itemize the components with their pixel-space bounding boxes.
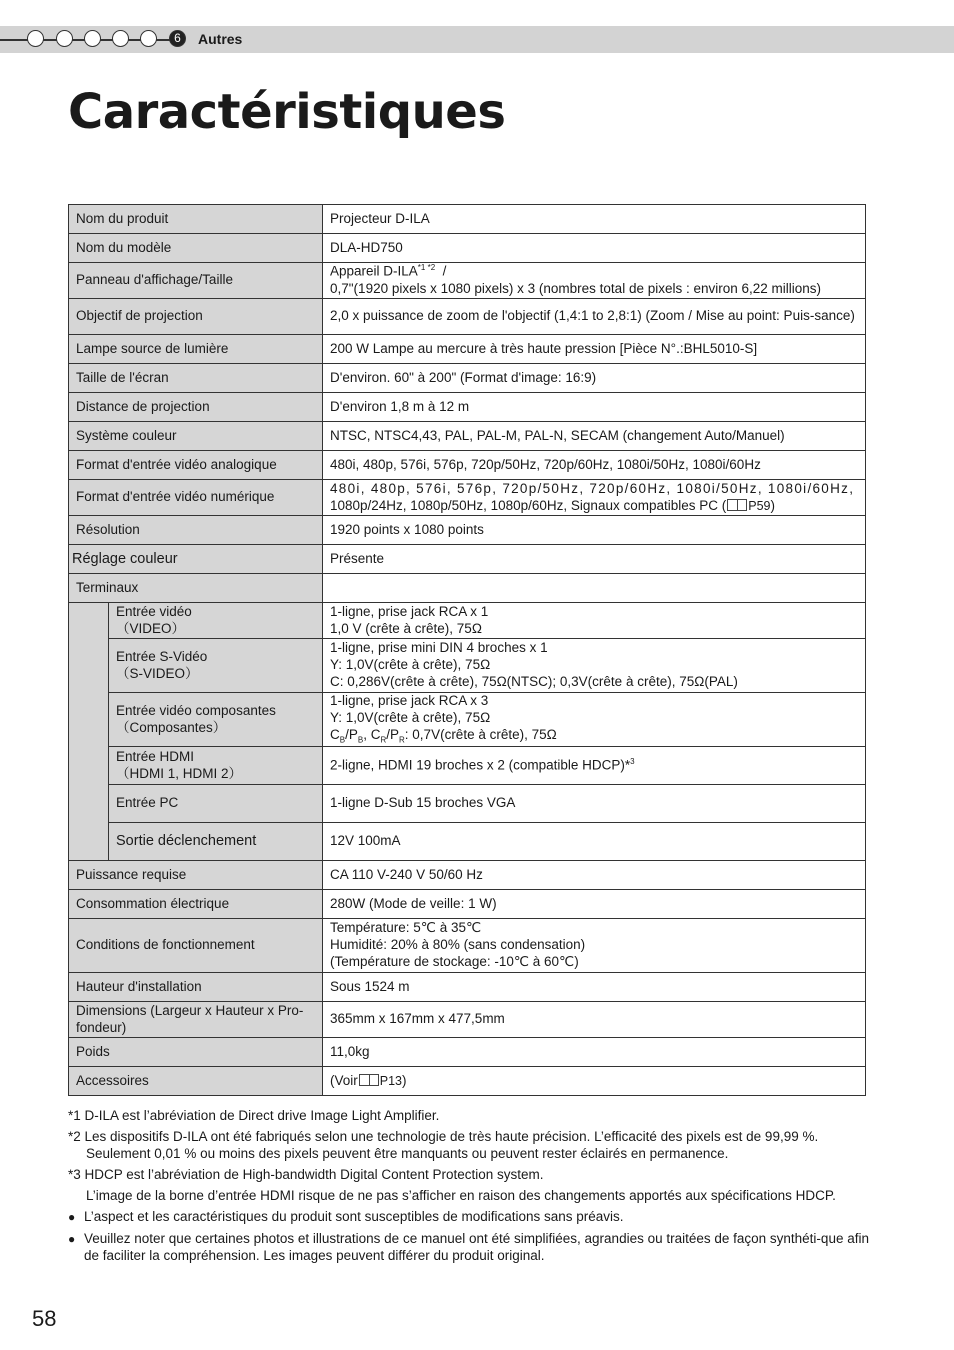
spec-label: Panneau d'affichage/Taille — [69, 263, 323, 299]
chapter-4-indicator — [112, 30, 129, 47]
subscript-r: R — [380, 735, 387, 745]
table-row — [69, 480, 866, 516]
spec-value — [323, 693, 866, 747]
panel-slash: / — [442, 263, 447, 279]
bullet-note-1: ● L’aspect et les caractéristiques du produit sont susceptibles de modifications sans préavis. — [68, 1209, 873, 1226]
indent-cell — [69, 823, 109, 861]
value-line3: (Température de stockage: -10℃ à 60℃) — [330, 953, 579, 969]
spec-value: 365mm x 167mm x 477,5mm — [323, 1002, 866, 1038]
spec-value — [323, 263, 866, 299]
label-line2: （S-VIDEO） — [116, 665, 199, 681]
spec-label: Poids — [69, 1038, 323, 1067]
spec-label — [109, 693, 323, 747]
value-c: C — [330, 727, 340, 743]
spec-value: 1920 points x 1080 points — [323, 516, 866, 545]
table-row — [69, 205, 866, 234]
value-line2: Humidité: 20% à 80% (sans condensation) — [330, 937, 586, 953]
spec-label: Dimensions (Largeur x Hauteur x Pro-fondeur) — [69, 1002, 323, 1038]
spec-value — [323, 603, 866, 639]
footnote-ref: *1 *2 — [417, 263, 436, 273]
spec-table — [68, 204, 866, 1096]
label-line1: Entrée vidéo composantes — [116, 702, 276, 718]
table-row — [69, 919, 866, 973]
table-row — [69, 234, 866, 263]
chapter-6-indicator: 6 — [169, 30, 186, 47]
spec-label: Objectif de projection — [69, 299, 323, 335]
spec-label: Système couleur — [69, 422, 323, 451]
spec-value: 1-ligne D-Sub 15 broches VGA — [323, 785, 866, 823]
value-line2: Y: 1,0V(crête à crête), 75Ω — [330, 657, 491, 673]
spec-label: Puissance requise — [69, 861, 323, 890]
chapter-1-indicator — [27, 30, 44, 47]
spec-value: D'environ. 60" à 200" (Format d'image: 16:9) — [323, 364, 866, 393]
table-row — [69, 861, 866, 890]
digital-format-line1: 480i, 480p, 576i, 576p, 720p/50Hz, 720p/60Hz, 1080i/50Hz, 1080i/60Hz, — [330, 480, 855, 496]
footnote-2-line2: Seulement 0,01 % ou moins des pixels peuvent être manquants ou peuvent rester éclairés en permanence. — [86, 1145, 729, 1161]
label-line2: （VIDEO） — [116, 620, 186, 636]
indent-cell — [69, 747, 109, 785]
footnote-2-line1: *2 Les dispositifs D-ILA ont été fabriqués selon une technologie de très haute précision. L’efficacité des pixels est de 99,99 %. — [68, 1128, 819, 1144]
bullet-note-2: ● Veuillez noter que certaines photos et illustrations de ce manuel ont été simplifiées, agrandies ou traitées de façon synthéti-que afin de faciliter la compréhension. Les images peuvent différer du produit original. — [68, 1231, 873, 1265]
label-line1: Entrée S-Vidéo — [116, 648, 208, 664]
spec-label: Entrée PC — [109, 785, 323, 823]
spec-label — [109, 747, 323, 785]
paren-close: ) — [402, 1072, 407, 1088]
paren-close: ) — [770, 497, 775, 513]
subscript-r: R — [399, 735, 405, 745]
subscript-b: B — [339, 735, 346, 745]
table-row — [69, 1038, 866, 1067]
table-row — [69, 747, 866, 785]
spec-label: Accessoires — [69, 1067, 323, 1096]
value-comma-c: , C — [363, 727, 381, 743]
page-number: 58 — [32, 1306, 57, 1331]
spec-value: 480i, 480p, 576i, 576p, 720p/50Hz, 720p/60Hz, 1080i/50Hz, 1080i/60Hz — [323, 451, 866, 480]
spec-label: Distance de projection — [69, 393, 323, 422]
spec-label: Sortie déclenchement — [109, 823, 323, 861]
spec-label: Nom du modèle — [69, 234, 323, 263]
spec-label: Consommation électrique — [69, 890, 323, 919]
spec-label: Format d'entrée vidéo analogique — [69, 451, 323, 480]
spec-label — [109, 603, 323, 639]
label-line2: （Composantes） — [116, 719, 227, 735]
table-row — [69, 299, 866, 335]
value-line1: Température: 5℃ à 35℃ — [330, 920, 482, 936]
page-ref: P13 — [379, 1073, 403, 1088]
table-row — [69, 422, 866, 451]
spec-label — [109, 639, 323, 693]
table-row — [69, 693, 866, 747]
accessories-open: (Voir — [330, 1072, 358, 1088]
table-row — [69, 1067, 866, 1096]
spec-value: DLA-HD750 — [323, 234, 866, 263]
spec-value: 12V 100mA — [323, 823, 866, 861]
page-title: Caractéristiques — [68, 84, 506, 140]
footnote-3: *3 HDCP est l’abréviation de High-bandwidth Digital Content Protection system. — [68, 1166, 544, 1182]
chapter-3-indicator — [84, 30, 101, 47]
spec-value: CA 110 V-240 V 50/60 Hz — [323, 861, 866, 890]
value-line3-end: : 0,7V(crête à crête), 75Ω — [404, 727, 557, 743]
value-line1: 1-ligne, prise jack RCA x 1 — [330, 603, 489, 619]
table-row — [69, 890, 866, 919]
label-line2: （HDMI 1, HDMI 2） — [116, 765, 243, 781]
digital-format-line2: 1080p/24Hz, 1080p/50Hz, 1080p/60Hz, Signaux compatibles PC ( — [330, 497, 727, 513]
spec-value: NTSC, NTSC4,43, PAL, PAL-M, PAL-N, SECAM (changement Auto/Manuel) — [323, 422, 866, 451]
table-row — [69, 393, 866, 422]
table-row — [69, 364, 866, 393]
value-line1: 1-ligne, prise jack RCA x 3 — [330, 693, 489, 709]
footnote-3-extra: L’image de la borne d’entrée HDMI risque de ne pas s’afficher en raison des changements apportés aux spécifications HDCP. — [86, 1187, 836, 1203]
spec-value — [323, 919, 866, 973]
spec-value — [323, 747, 866, 785]
spec-value: D'environ 1,8 m à 12 m — [323, 393, 866, 422]
table-row — [69, 603, 866, 639]
indent-cell — [69, 603, 109, 639]
spec-value: 280W (Mode de veille: 1 W) — [323, 890, 866, 919]
book-reference-icon — [727, 499, 747, 511]
page-ref: P59 — [748, 498, 771, 513]
label-line1: Entrée vidéo — [116, 603, 192, 619]
value-line2: 1,0 V (crête à crête), 75Ω — [330, 620, 482, 636]
hdmi-value: 2-ligne, HDMI 19 broches x 2 (compatible HDCP)* — [330, 757, 631, 773]
indent-cell — [69, 785, 109, 823]
spec-label: Résolution — [69, 516, 323, 545]
spec-label: Hauteur d'installation — [69, 973, 323, 1002]
spec-value — [323, 574, 866, 603]
spec-label: Terminaux — [69, 574, 323, 603]
table-row — [69, 451, 866, 480]
spec-label: Conditions de fonctionnement — [69, 919, 323, 973]
label-line1: Entrée HDMI — [116, 748, 195, 764]
spec-label: Format d'entrée vidéo numérique — [69, 480, 323, 516]
book-reference-icon — [359, 1074, 379, 1086]
table-row — [69, 263, 866, 299]
spec-value — [323, 480, 866, 516]
table-row — [69, 545, 866, 574]
spec-label: Réglage couleur — [69, 545, 323, 574]
chapter-5-indicator — [140, 30, 157, 47]
panel-value-line2: 0,7"(1920 pixels x 1080 pixels) x 3 (nombres total de pixels : environ 6,22 millions) — [330, 280, 822, 296]
footnote-2 — [68, 1129, 873, 1163]
table-row — [69, 1002, 866, 1038]
chapter-2-indicator — [56, 30, 73, 47]
value-line1: 1-ligne, prise mini DIN 4 broches x 1 — [330, 640, 548, 656]
spec-value — [323, 1067, 866, 1096]
chapter-bar — [0, 26, 954, 53]
panel-value-line1: Appareil D-ILA — [330, 263, 418, 279]
spec-value: Présente — [323, 545, 866, 574]
table-row — [69, 335, 866, 364]
table-row — [69, 516, 866, 545]
indent-cell — [69, 693, 109, 747]
footnote-ref: 3 — [630, 756, 635, 766]
footnotes — [68, 1108, 873, 1270]
spec-value: Projecteur D-ILA — [323, 205, 866, 234]
table-row — [69, 574, 866, 603]
value-line3: C: 0,286V(crête à crête), 75Ω(NTSC); 0,3V(crête à crête), 75Ω(PAL) — [330, 673, 738, 689]
spec-label: Lampe source de lumière — [69, 335, 323, 364]
table-row — [69, 973, 866, 1002]
value-slash-p: /P — [345, 727, 358, 743]
value-slash-p: /P — [386, 727, 400, 743]
spec-value: 2,0 x puissance de zoom de l'objectif (1,4:1 to 2,8:1) (Zoom / Mise au point: Puis-sance) — [323, 299, 866, 335]
spec-value: 200 W Lampe au mercure à très haute pression [Pièce N°.:BHL5010-S] — [323, 335, 866, 364]
spec-label: Taille de l'écran — [69, 364, 323, 393]
value-line2: Y: 1,0V(crête à crête), 75Ω — [330, 710, 491, 726]
section-label: Autres — [198, 31, 243, 47]
footnote-1: *1 D-ILA est l’abréviation de Direct drive Image Light Amplifier. — [68, 1108, 440, 1123]
table-row — [69, 823, 866, 861]
subscript-b: B — [357, 735, 364, 745]
table-row — [69, 785, 866, 823]
spec-value: 11,0kg — [323, 1038, 866, 1067]
spec-label: Nom du produit — [69, 205, 323, 234]
table-row — [69, 639, 866, 693]
indent-cell — [69, 639, 109, 693]
spec-value — [323, 639, 866, 693]
spec-value: Sous 1524 m — [323, 973, 866, 1002]
